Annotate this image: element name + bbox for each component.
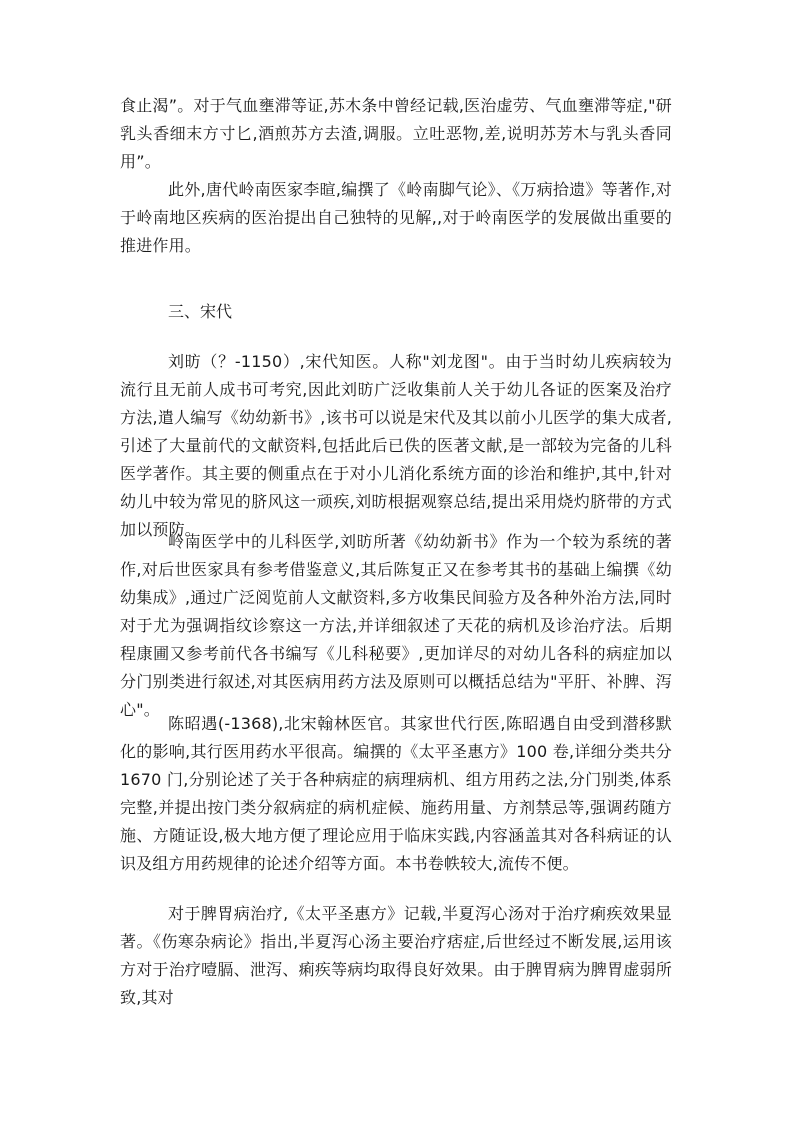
paragraph-spleen-stomach: 对于脾胃病治疗,《太平圣惠方》记载,半夏泻心汤对于治疗痢疾效果显著。《伤寒杂病论》指出,半夏泻心汤主要治疗痞症,后世经过不断发展,运用该方对于治疗噎膈、泄泻、痢疾等病均取得良好效果。由于脾胃病为脾胃虚弱所致,其对	[120, 904, 672, 1007]
section-heading-song: 三、宋代	[168, 302, 233, 321]
paragraph-tang-li-xuan: 此外,唐代岭南医家李暄,编撰了《岭南脚气论》、《万病拾遗》等著作,对于岭南地区疾病的医治提出自己独特的见解,,对于岭南医学的发展做出重要的推进作用。	[120, 180, 672, 255]
paragraph-pediatrics: 岭南医学中的儿科医学,刘昉所著《幼幼新书》作为一个较为系统的著作,对后世医家具有参考借鉴意义,其后陈复正又在参考其书的基础上编撰《幼幼集成》,通过广泛阅览前人文献资料,多方收集民间验方及各种外治方法,同时对于尤为强调指纹诊察这一方法,并详细叙述了天花的病机及诊治疗法。后期程康圃又参考前代各书编写《儿科秘要》,更加详尽的对幼儿各科的病症加以分门别类进行叙述,对其医病用药方法及原则可以概括总结为"平肝、补脾、泻心"。	[120, 532, 672, 719]
paragraph-continuation: 食止渴”。对于气血壅滞等证,苏木条中曾经记载,医治虚劳、气血壅滞等症,"研乳头香细末方寸匕,酒煎苏方去渣,调服。立吐恶物,差,说明苏芳木与乳头香同用”。	[120, 96, 672, 171]
paragraph-liu-fang: 刘昉（？-1150）,宋代知医。人称"刘龙图"。由于当时幼儿疾病较为流行且无前人成书可考究,因此刘昉广泛收集前人关于幼儿各证的医案及治疗方法,遣人编写《幼幼新书》,该书可以说是宋代及其以前小儿医学的集大成者,引述了大量前代的文献资料,包括此后已佚的医著文献,是一部较为完备的儿科医学著作。其主要的侧重点在于对小儿消化系统方面的诊治和维护,其中,针对幼儿中较为常见的脐风这一顽疾,刘昉根据观察总结,提出采用烧灼脐带的方式加以预防。	[120, 352, 672, 539]
paragraph-chen-zhao-yu: 陈昭遇(-1368),北宋翰林医官。其家世代行医,陈昭遇自由受到潜移默化的影响,其行医用药水平很高。编撰的《太平圣惠方》100 卷,详细分类共分 1670 门,分别论述了关于各种病症的病理病机、组方用药之法,分门别类,体系完整,并提出按门类分叙病症的病机症候、施药用量、方剂禁忌等,强调药随方施、方随证设,极大地方便了理论应用于临床实践,内容涵盖其对各科病证的认识及组方用药规律的论述介绍等方面。本书卷帙较大,流传不便。	[120, 714, 672, 873]
